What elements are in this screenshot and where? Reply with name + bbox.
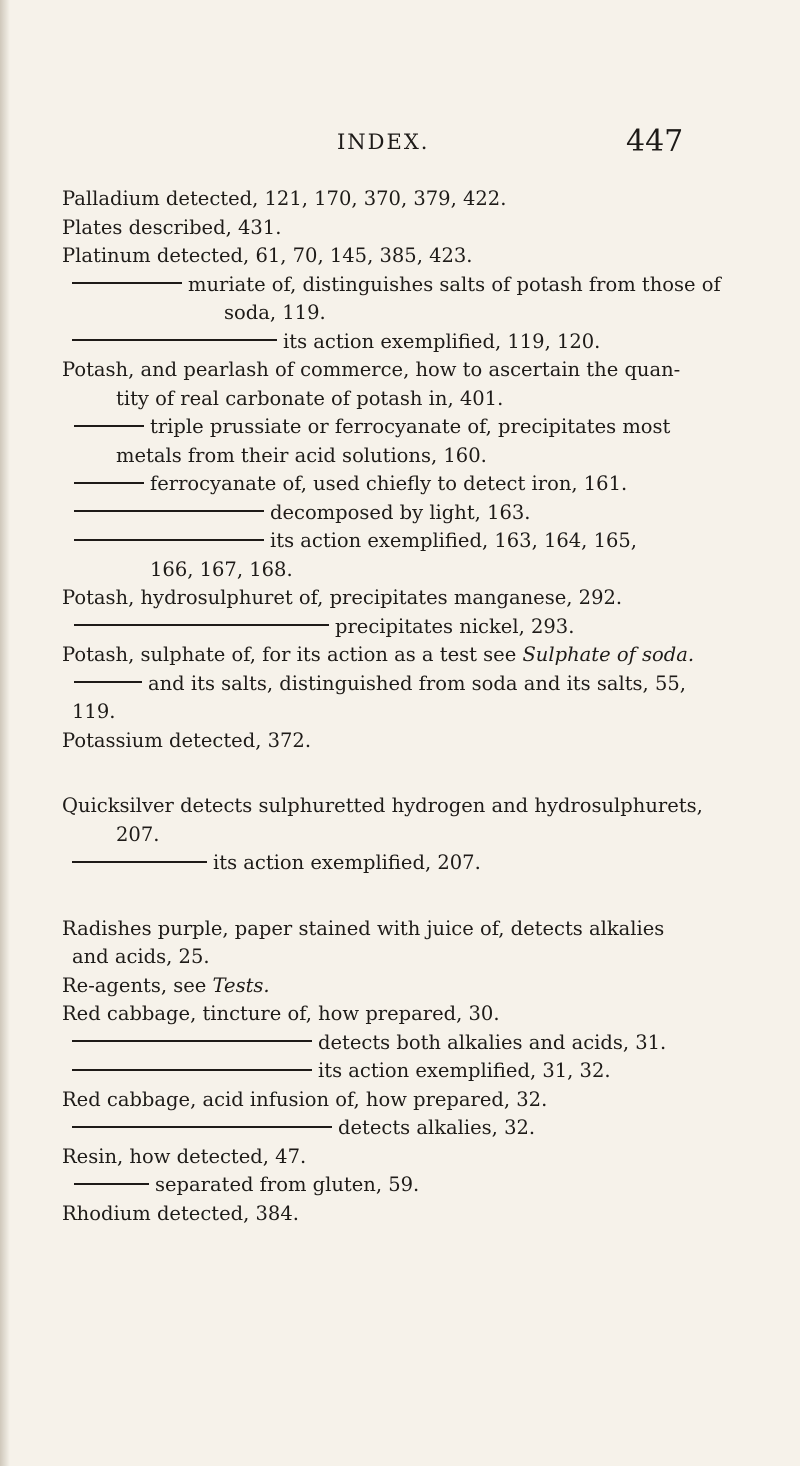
index-continuation: and acids, 25.: [72, 945, 210, 968]
index-subentry: its action exemplified, 207.: [62, 849, 757, 878]
index-continuation: 207.: [116, 822, 160, 846]
ditto-dash: [74, 539, 264, 541]
index-entry: Potash, hydrosulphuret of, precipitates manganese, 292.: [62, 586, 623, 609]
section-gap: [62, 755, 757, 792]
index-continuation: soda, 119.: [224, 301, 326, 324]
index-entry: Potassium detected, 372.: [62, 728, 312, 752]
index-subentry: separated from gluten, 59.: [62, 1171, 757, 1200]
index-entry: Quicksilver detects sulphuretted hydrogen and hydrosulphurets,: [62, 794, 703, 817]
ditto-dash: [74, 425, 144, 427]
index-subentry: its action exemplified, 163, 164, 165,: [62, 527, 757, 556]
index-subentry: its action exemplified, 31, 32.: [62, 1057, 757, 1086]
page-number: 447: [626, 124, 684, 159]
index-entry: Plates described, 431.: [62, 215, 282, 239]
index-entries: [62, 185, 757, 1228]
ditto-dash: [72, 282, 182, 284]
index-continuation: tity of real carbonate of potash in, 401.: [116, 386, 504, 410]
index-entry: Resin, how detected, 47.: [62, 1144, 307, 1168]
index-subentry: decomposed by light, 163.: [62, 499, 757, 528]
index-subentry: detects alkalies, 32.: [62, 1114, 757, 1143]
index-subentry: its action exemplified, 119, 120.: [62, 328, 757, 357]
index-entry: Rhodium detected, 384.: [62, 1201, 299, 1225]
page-header: [0, 124, 800, 170]
ditto-dash: [72, 861, 207, 863]
index-entry: Radishes purple, paper stained with juice of, detects alkalies: [62, 916, 665, 940]
ditto-dash: [74, 1183, 149, 1185]
section-gap: [62, 878, 757, 915]
index-continuation: 119.: [72, 700, 116, 723]
page-edge-shadow: [0, 0, 10, 1466]
index-subentry: ferrocyanate of, used chiefly to detect iron, 161.: [62, 470, 757, 499]
index-entry: Platinum detected, 61, 70, 145, 385, 423.: [62, 244, 473, 267]
index-subentry: triple prussiate or ferrocyanate of, precipitates most: [62, 413, 757, 442]
ditto-dash: [74, 482, 144, 484]
ditto-dash: [74, 510, 264, 512]
ditto-dash: [72, 339, 277, 341]
running-title: INDEX.: [337, 130, 430, 154]
index-subentry: detects both alkalies and acids, 31.: [62, 1029, 757, 1058]
index-subentry: muriate of, distinguishes salts of potash from those of: [62, 271, 757, 300]
index-subentry: precipitates nickel, 293.: [62, 613, 757, 642]
ditto-dash: [74, 681, 142, 683]
index-entry: Potash, and pearlash of commerce, how to ascertain the quan-: [62, 358, 681, 381]
index-entry: Palladium detected, 121, 170, 370, 379, 422.: [62, 187, 507, 210]
index-entry: Red cabbage, tincture of, how prepared, 30.: [62, 1002, 500, 1025]
index-continuation: 166, 167, 168.: [150, 557, 293, 581]
index-subentry: and its salts, distinguished from soda and its salts, 55,: [62, 670, 757, 699]
index-entry: Re-agents, see Tests.: [62, 973, 270, 997]
index-continuation: metals from their acid solutions, 160.: [116, 443, 487, 467]
index-entry: Potash, sulphate of, for its action as a test see Sulphate of soda.: [62, 643, 695, 666]
ditto-dash: [72, 1040, 312, 1042]
ditto-dash: [72, 1069, 312, 1071]
ditto-dash: [72, 1126, 332, 1128]
ditto-dash: [74, 624, 329, 626]
index-entry: Red cabbage, acid infusion of, how prepared, 32.: [62, 1087, 548, 1111]
